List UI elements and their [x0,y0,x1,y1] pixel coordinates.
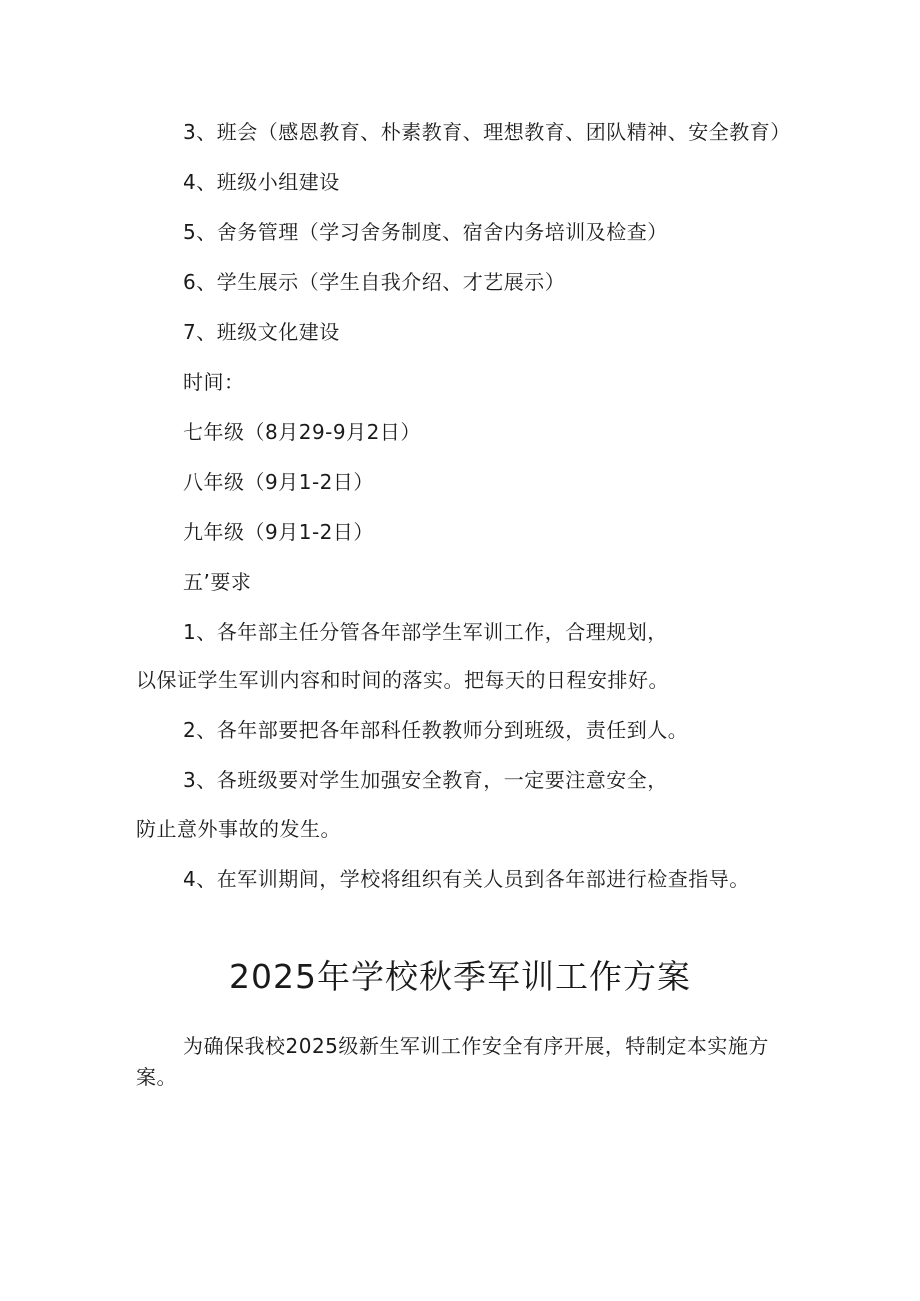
grade-seven-time: 七年级（8月29-9月2日） [183,420,421,444]
item-student-showcase: 6、学生展示（学生自我介绍、才艺展示） [183,270,566,294]
item-dorm-management: 5、舍务管理（学习舍务制度、宿舍内务培训及检查） [183,220,668,244]
requirement-1-line-1: 1、各年部主任分管各年部学生军训工作，合理规划， [183,620,668,644]
item-class-meeting: 3、班会（感恩教育、朴素教育、理想教育、团队精神、安全教育） [183,120,791,144]
requirements-heading: 五’要求 [183,570,252,594]
grade-eight-time: 八年级（9月1-2日） [183,470,374,494]
requirement-2: 2、各年部要把各年部科任教教师分到班级，责任到人。 [183,718,689,742]
document-title: 2025年学校秋季军训工作方案 [229,957,691,996]
time-label: 时间： [183,370,245,394]
intro-line-1: 为确保我校2025级新生军训工作安全有序开展，特制定本实施方 [183,1034,769,1058]
item-class-culture: 7、班级文化建设 [183,320,340,344]
item-group-building: 4、班级小组建设 [183,170,340,194]
requirement-1-line-2: 以保证学生军训内容和时间的落实。把每天的日程安排好。 [136,668,669,692]
grade-nine-time: 九年级（9月1-2日） [183,520,374,544]
requirement-4: 4、在军训期间，学校将组织有关人员到各年部进行检查指导。 [183,867,750,891]
requirement-3-line-2: 防止意外事故的发生。 [136,817,341,841]
intro-line-2: 案。 [136,1065,177,1089]
requirement-3-line-1: 3、各班级要对学生加强安全教育，一定要注意安全， [183,768,668,792]
